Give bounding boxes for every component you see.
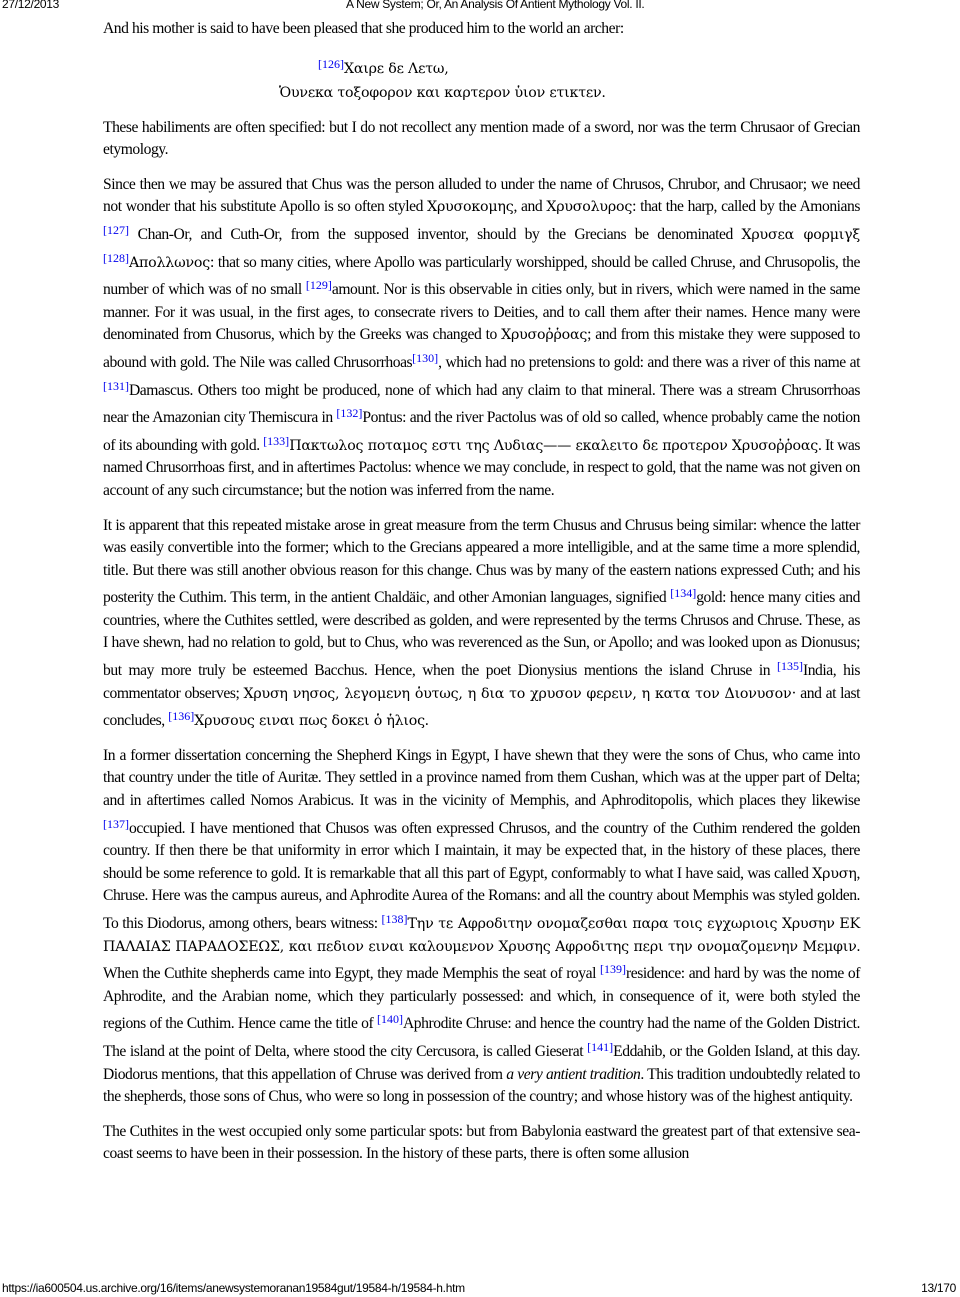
print-date: 27/12/2013	[2, 0, 60, 11]
paragraph-cuthites-west: The Cuthites in the west occupied only some particular spots: but from Babylonia eastward the greatest part of that extensive sea-coast seems to have been in their possession. In the history of these parts, there is often some allusion	[103, 1122, 860, 1163]
footnote-link-134[interactable]: [134]	[670, 586, 697, 601]
footnote-link-131[interactable]: [131]	[103, 378, 129, 393]
text-run: .	[424, 712, 429, 730]
footnote-link-133[interactable]: [133]	[263, 433, 290, 448]
greek-verse	[103, 53, 860, 105]
text-run: In a former dissertation concerning the Shepherd Kings in Egypt, I have shewn that they were the sons of Chus, who came into that country under the title of Auritæ. They settled in a province named from them Cushan, which was at the upper part of Delta; and in aftertimes called Nomos Arabicus. It was in the vicinity of Memphis, and Aphroditopolis, which places they likewise	[103, 746, 860, 810]
paragraph-shepherd-kings	[103, 745, 860, 1109]
text-run: Since then we may be assured that Chus was the person alluded to under the name of Chrusos, Chrubor, and Chrusaor; we need not wonder that his substitute Apollo is so often styled	[103, 175, 860, 216]
footnote-link-138[interactable]: [138]	[381, 912, 408, 926]
document-title: A New System; Or, An Analysis Of Antient Mythology Vol. II.	[346, 0, 645, 11]
footnote-link-126[interactable]: [126]	[318, 56, 344, 71]
greek-text: Χρυσους ειναι πως δοκει ὁ ἡλιος	[194, 713, 425, 730]
verse-line-1	[103, 53, 860, 81]
text-run: Pontus: and the river Pactolus was of old so called, whence probably came the notion of its abounding with gold.	[103, 409, 860, 454]
footnote-link-137[interactable]: [137]	[103, 816, 129, 831]
paragraph-chus-chrusos	[103, 174, 860, 503]
greek-text: Χαιρε δε Λετω,	[344, 60, 449, 77]
greek-text: Χρυσολυρος	[546, 199, 633, 216]
paragraph-chusus-chrusus	[103, 515, 860, 733]
footnote-link-141[interactable]: [141]	[587, 1039, 614, 1054]
text-run: . It was named Chrusorrhoas first, and in aftertimes Pactolus: whence we may conclude, in respect to gold, that the name was not given on account of any such circumstance; but the notion was inferred from the name.	[103, 436, 860, 499]
footnote-link-128[interactable]: [128]	[103, 250, 129, 265]
greek-text: Χρυσοκομης	[427, 199, 514, 216]
text-run: residence: and hard by was the nome of Aphrodite, and the Arabian nome, which they particularly possessed: and which, in consequence of it, were both styled the regions of the Cuthim. Hence came the title of	[103, 965, 860, 1033]
text-run: Damascus. Others too might be produced, none of which had any claim to that mineral. There was a stream Chrusorrhoas near the Amazonian city Themiscura in	[103, 381, 860, 427]
paragraph-mother-archer: And his mother is said to have been pleased that she produced him to the world an archer:	[103, 20, 624, 37]
text-run: : that the harp, called by the Amonians	[632, 198, 860, 216]
text-run: , and	[513, 198, 547, 216]
text-run: Eddahib, or the Golden Island, at this day. Diodorus mentions, that this appellation of Chruse was derived from	[103, 1042, 860, 1083]
page-content	[103, 18, 860, 1178]
greek-text: Πακτωλος ποταμος εστι της Λυδιας—— εκαλειτο δε προτερον Χρυσοῤῥοας	[289, 437, 818, 454]
text-run: . When the Cuthite shepherds came into Egypt, they made Memphis the seat of royal	[103, 937, 860, 983]
text-run: , which had no pretensions to gold: and there was a river of this name at	[438, 353, 860, 371]
greek-text: Χρυσεα φορμιγξ	[741, 226, 860, 243]
footnote-link-132[interactable]: [132]	[336, 406, 363, 421]
text-run: amount. Nor is this observable in cities only, but in rivers, which were named in the same manner. For it was usual, in the first ages, to consecrate rivers to Deities, and to call them after their names. Hence many were denominated from Chusorus, which by the Greeks was changed to	[103, 281, 860, 344]
greek-text: Χρυση νησος, λεγομενη ὁυτως, η δια το χρυσον φερειν, η κατα τον Διονυσον	[243, 685, 792, 702]
text-run: . This tradition undoubtedly related to the shepherds, those sons of Chus, who were so long in possession of the country; and whose history was of the highest antiquity.	[103, 1065, 860, 1106]
greek-text: Ὁυνεκα τοξοφορον και καρτερον ὑιον ετικτεν.	[279, 84, 606, 101]
greek-text: Απολλωνος	[129, 254, 210, 271]
footnote-link-135[interactable]: [135]	[776, 659, 803, 674]
page-number: 13/170	[921, 1281, 956, 1295]
text-run: Chan-Or, and Cuth-Or, from the supposed inventor, should by the Grecians be denominated	[129, 225, 742, 243]
text-run: India, his commentator observes;	[103, 662, 860, 702]
footnote-link-139[interactable]: [139]	[599, 962, 626, 977]
verse-line-2	[103, 81, 860, 105]
footnote-link-130[interactable]: [130]	[412, 350, 439, 365]
footnote-link-136[interactable]: [136]	[168, 709, 195, 724]
greek-text: Χρυσοῤῥοας	[501, 327, 588, 344]
text-run: , Chruse. Here was the campus aureus, and Aphrodite Aurea of the Romans: and all the country about Memphis was styled golden. To this Diodorus, among others, bears witness:	[103, 864, 860, 932]
footnote-link-127[interactable]: [127]	[103, 222, 129, 237]
text-run: gold: hence many cities and countries, where the Cuthites settled, were described as golden, and were represented by the terms Chrusos and Chruse. These, as I have shewn, had no relation to gold, but to Chus, who was reverenced as the Sun, or Apollo; and was looked upon as Dionusus; but may more truly be esteemed Bacchus. Hence, when the poet Dionysius mentions the island Chruse in	[103, 589, 860, 680]
page-url: https://ia600504.us.archive.org/16/items/anewsystemoranan19584gut/19584-h/19584-h.htm	[2, 1281, 465, 1295]
greek-text: Την τε Αφροδιτην ονομαζεσθαι παρα τοις εγχωριοις Χρυσην ΕΚ ΠΑΛΑΙΑΣ ΠΑΡΑΔΟΣΕΩΣ, και πεδιον ειναι καλουμενον Χρυσης Αφροδιτης περι την ονομαζομενην Μεμφιν	[103, 916, 860, 955]
greek-text: Χρυση	[812, 865, 857, 882]
browser-print-footer	[0, 1281, 960, 1297]
text-run: ; and from this mistake they were supposed to abound with gold. The Nile was called Chrusorrhoas	[103, 326, 860, 371]
text-run: It is apparent that this repeated mistake arose in great measure from the term Chusus and Chrusus being similar: whence the latter was easily convertible into the former; which to the Grecians appeared a more intelligible, and at the same time a more splendid, title. But there was still another obvious reason for this change. Chus was by many of the eastern nations expressed Cuth; and his posterity the Cuthim. This term, in the antient Chaldäic, and other Amonian languages, signified	[103, 516, 860, 607]
italic-text: a very antient tradition	[506, 1065, 641, 1083]
footnote-link-129[interactable]: [129]	[305, 278, 332, 293]
text-run: · and at last concludes,	[103, 684, 860, 730]
footnote-link-140[interactable]: [140]	[376, 1012, 403, 1027]
browser-print-header	[0, 0, 960, 13]
paragraph-habiliments: These habiliments are often specified: but I do not recollect any mention made of a sword, nor was the term Chrusaor of Grecian etymology.	[103, 118, 860, 159]
text-run: : that so many cities, where Apollo was particularly worshipped, should be called Chruse, and Chrusopolis, the number of which was of no small	[103, 253, 860, 299]
text-run: Aphrodite Chruse: and hence the country had the name of the Golden District. The island at the point of Delta, where stood the city Cercusora, is called Gieserat	[103, 1015, 860, 1060]
text-run: occupied. I have mentioned that Chusos was often expressed Chrusos, and the country of the Cuthim rendered the golden country. If then there be that uniformity in error which I maintain, it may be expected that, in the history of these places, there should be some reference to gold. It is remarkable that all this part of Egypt, conformably to what I have said, was called	[103, 819, 860, 882]
